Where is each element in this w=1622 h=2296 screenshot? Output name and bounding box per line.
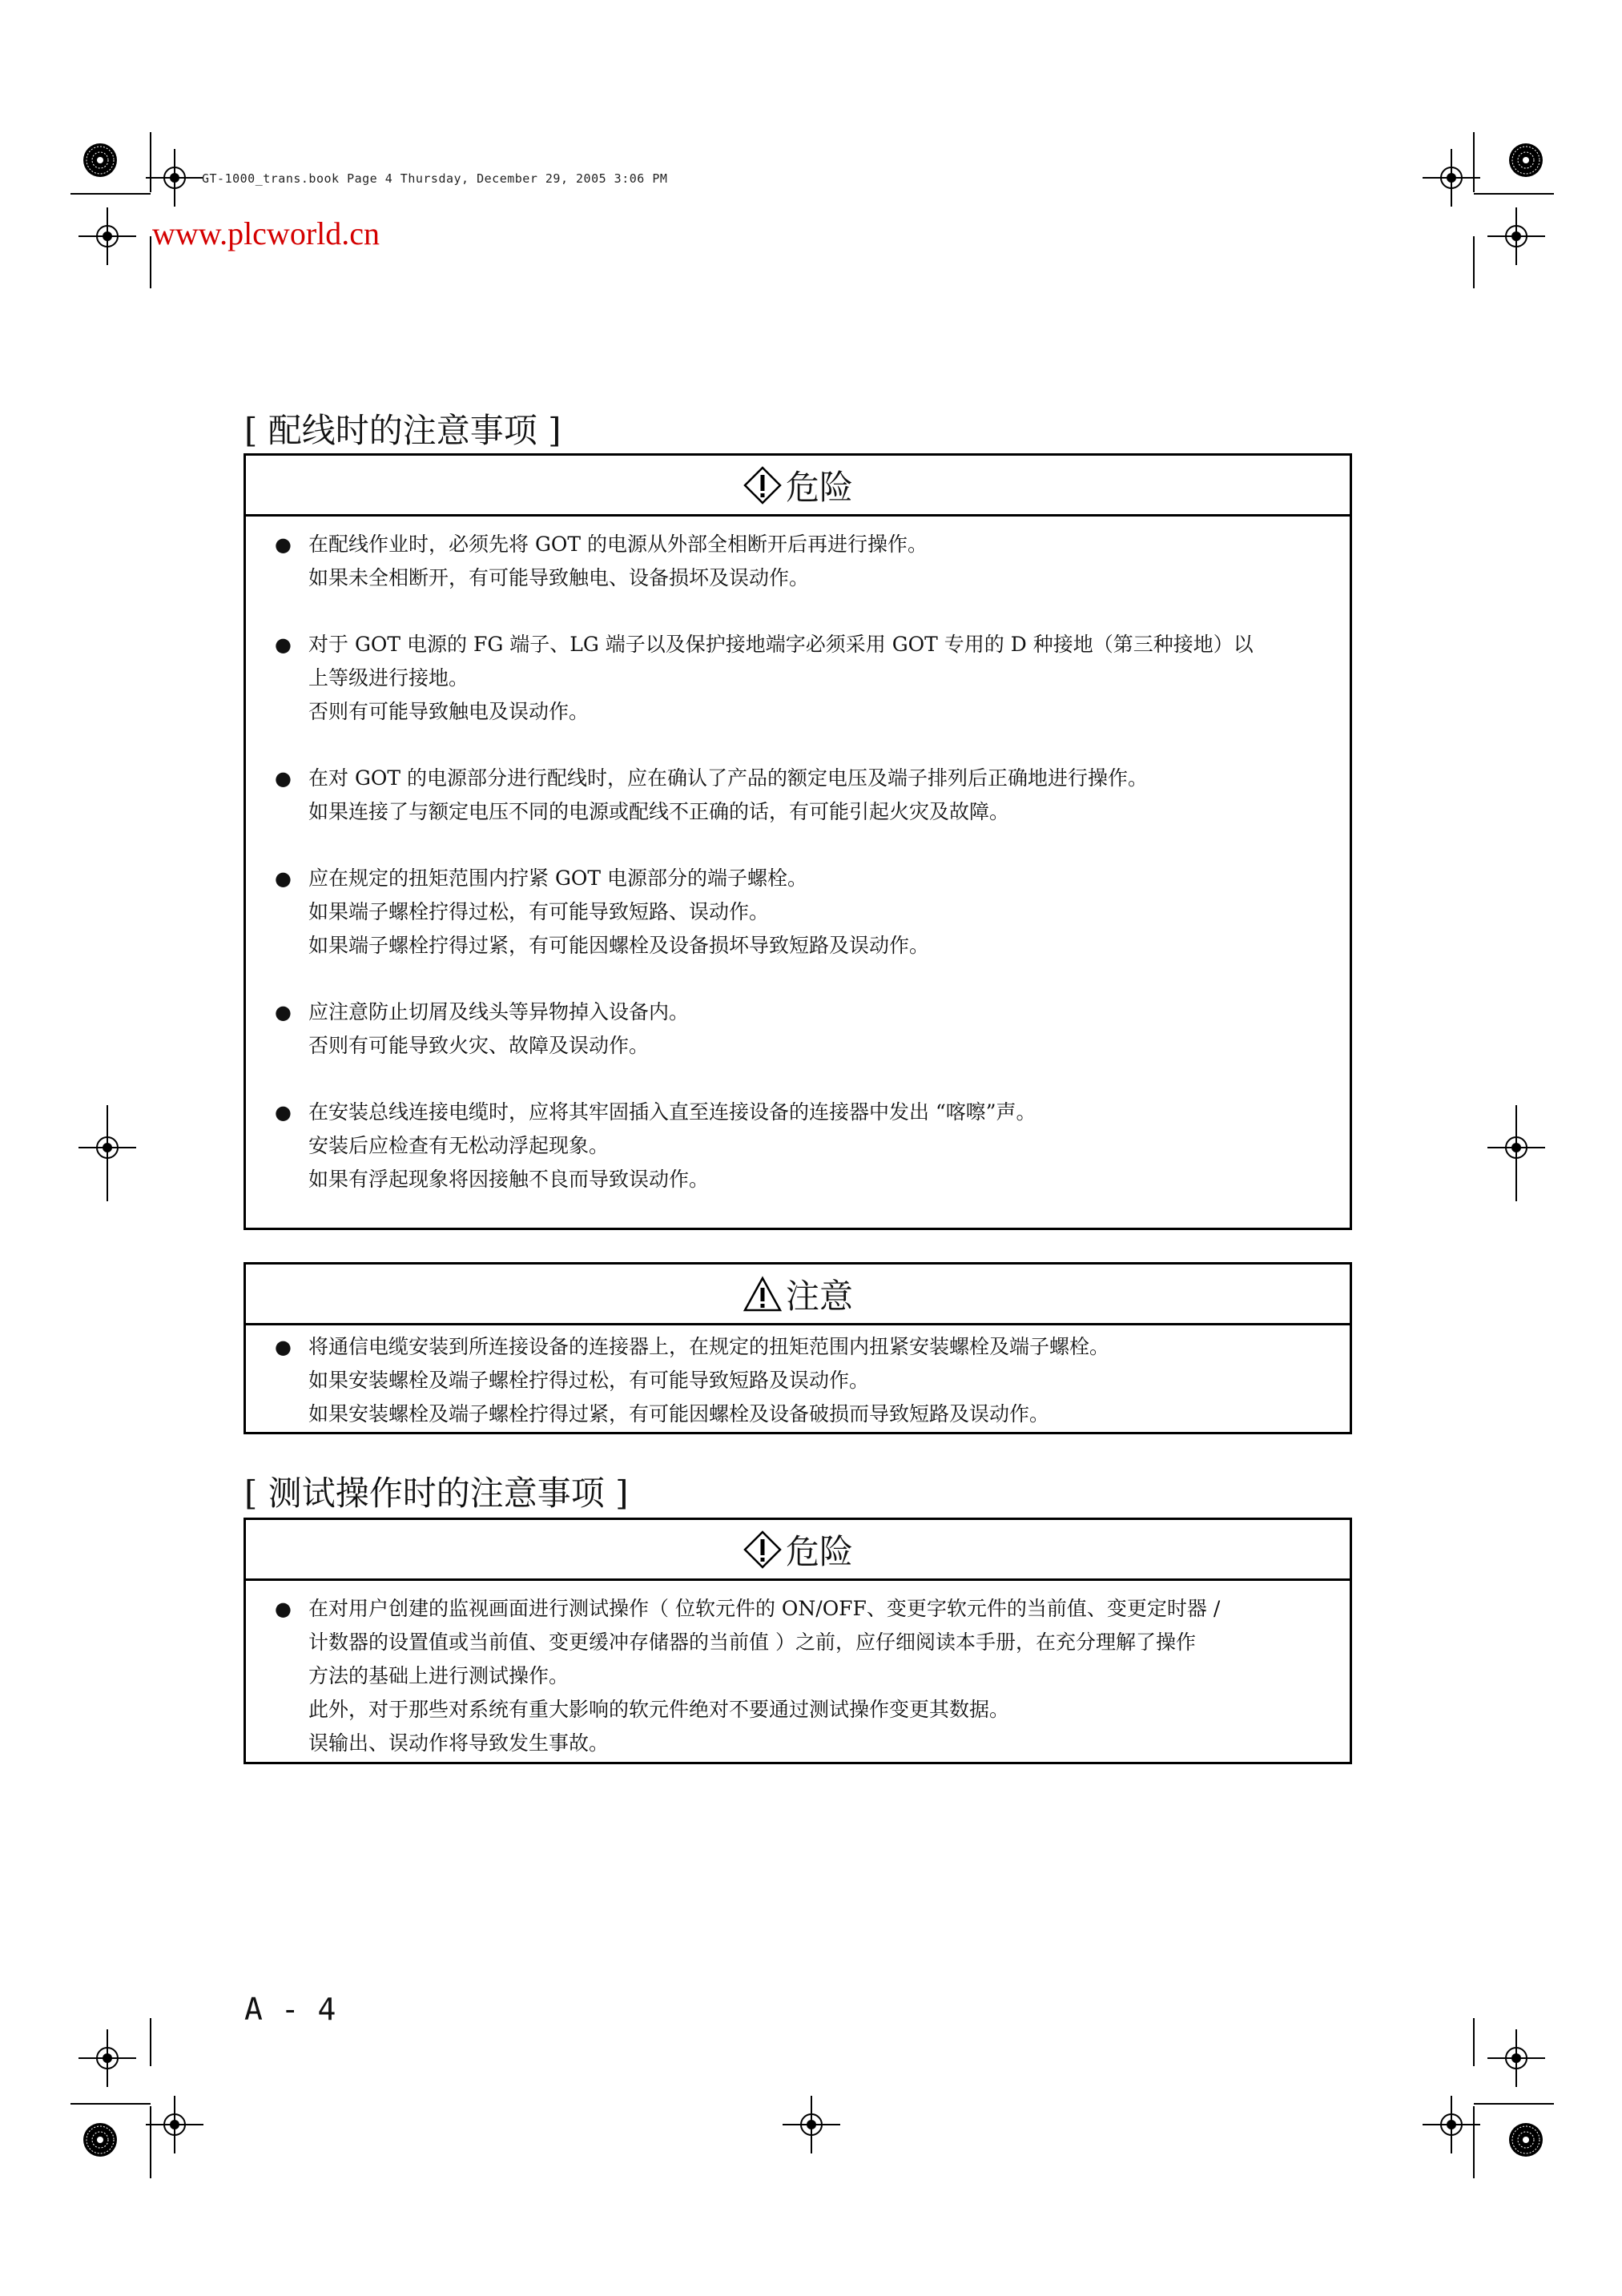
bullet: ●	[275, 867, 292, 890]
list-item	[275, 1330, 1326, 1431]
list-item	[275, 1096, 1326, 1196]
danger-box-header	[246, 1520, 1350, 1581]
item-line: 计数器的设置值或当前值、变更缓冲存储器的当前值 ）之前，应仔细阅读本手册，在充分理解了操作	[308, 1631, 1196, 1654]
danger-box-test-operation	[244, 1518, 1352, 1764]
item-line: 如果端子螺栓拧得过松，有可能导致短路、误动作。	[308, 900, 770, 923]
item-line: 如果未全相断开，有可能导致触电、设备损坏及误动作。	[308, 566, 810, 589]
section-heading-wiring	[244, 404, 561, 452]
list-item	[275, 862, 1326, 963]
bullet: ●	[275, 633, 292, 656]
item-line: 如果端子螺栓拧得过紧，有可能因螺栓及设备损坏导致短路及误动作。	[308, 934, 930, 957]
list-item	[275, 628, 1326, 729]
item-line: 否则有可能导致火灾、故障及误动作。	[308, 1034, 650, 1057]
watermark-url: www.plcworld.cn	[152, 215, 380, 251]
print-header-line: GT-1000_trans.book Page 4 Thursday, December 29, 2005 3:06 PM	[202, 171, 668, 186]
section-heading-test-operation	[244, 1467, 629, 1515]
bracket-close: ]	[548, 411, 561, 450]
list-item	[275, 1592, 1326, 1760]
page-number: A - 4	[244, 1992, 336, 2027]
caution-box-body	[246, 1325, 1350, 1431]
item-line: 将通信电缆安装到所连接设备的连接器上，在规定的扭矩范围内扭紧安装螺栓及端子螺栓。	[308, 1335, 1110, 1358]
item-line: 在对用户创建的监视画面进行测试操作（ 位软元件的 ON/OFF、变更字软元件的当前值、变更定时器 /	[308, 1597, 1221, 1620]
item-line: 应注意防止切屑及线头等异物掉入设备内。	[308, 1000, 690, 1023]
bullet: ●	[275, 1598, 292, 1620]
item-line: 在配线作业时，必须先将 GOT 的电源从外部全相断开后再进行操作。	[308, 533, 928, 556]
item-line: 应在规定的扭矩范围内拧紧 GOT 电源部分的端子螺栓。	[308, 867, 808, 890]
list-item	[275, 762, 1326, 829]
item-line: 如果连接了与额定电压不同的电源或配线不正确的话，有可能引起火灾及故障。	[308, 800, 1010, 823]
danger-box-wiring	[244, 453, 1352, 1230]
item-line: 如果安装螺栓及端子螺栓拧得过紧，有可能因螺栓及设备破损而导致短路及误动作。	[308, 1402, 1050, 1425]
warning-triangle-icon	[743, 1276, 783, 1313]
item-line: 上等级进行接地。	[308, 666, 469, 690]
section-heading-text: 测试操作时的注意事项	[268, 1474, 605, 1513]
item-line: 如果有浮起现象将因接触不良而导致误动作。	[308, 1168, 710, 1191]
list-item	[275, 995, 1326, 1063]
danger-diamond-icon	[743, 465, 783, 505]
danger-diamond-icon	[743, 1530, 783, 1570]
item-line: 安装后应检查有无松动浮起现象。	[308, 1134, 610, 1157]
danger-box-body	[246, 1581, 1350, 1760]
caution-box-header	[246, 1265, 1350, 1325]
item-line: 此外，对于那些对系统有重大影响的软元件绝对不要通过测试操作变更其数据。	[308, 1698, 1010, 1721]
item-line: 对于 GOT 电源的 FG 端子、LG 端子以及保护接地端字必须采用 GOT 专用的 D 种接地（第三种接地）以	[308, 633, 1254, 656]
list-item	[275, 528, 1326, 595]
item-line: 否则有可能导致触电及误动作。	[308, 700, 590, 723]
caution-title: 注意	[785, 1276, 853, 1316]
danger-box-header	[246, 456, 1350, 517]
bullet: ●	[275, 767, 292, 790]
bracket-close: ]	[615, 1474, 629, 1513]
item-line: 在安装总线连接电缆时，应将其牢固插入直至连接设备的连接器中发出 “喀嚓”声。	[308, 1100, 1036, 1124]
caution-box-wiring	[244, 1262, 1352, 1434]
section-heading-text: 配线时的注意事项	[268, 411, 537, 450]
item-line: 在对 GOT 的电源部分进行配线时，应在确认了产品的额定电压及端子排列后正确地进行操作。	[308, 766, 1149, 790]
bracket-open: [	[244, 411, 258, 450]
bullet: ●	[275, 1001, 292, 1023]
bracket-open: [	[244, 1474, 258, 1513]
bullet: ●	[275, 1101, 292, 1124]
danger-box-body	[246, 517, 1350, 1196]
item-line: 方法的基础上进行测试操作。	[308, 1664, 570, 1687]
bullet: ●	[275, 533, 292, 556]
bullet: ●	[275, 1336, 292, 1358]
danger-title: 危险	[785, 467, 853, 507]
danger-title: 危险	[785, 1531, 853, 1571]
item-line: 误输出、误动作将导致发生事故。	[308, 1731, 610, 1755]
item-line: 如果安装螺栓及端子螺栓拧得过松，有可能导致短路及误动作。	[308, 1369, 870, 1392]
